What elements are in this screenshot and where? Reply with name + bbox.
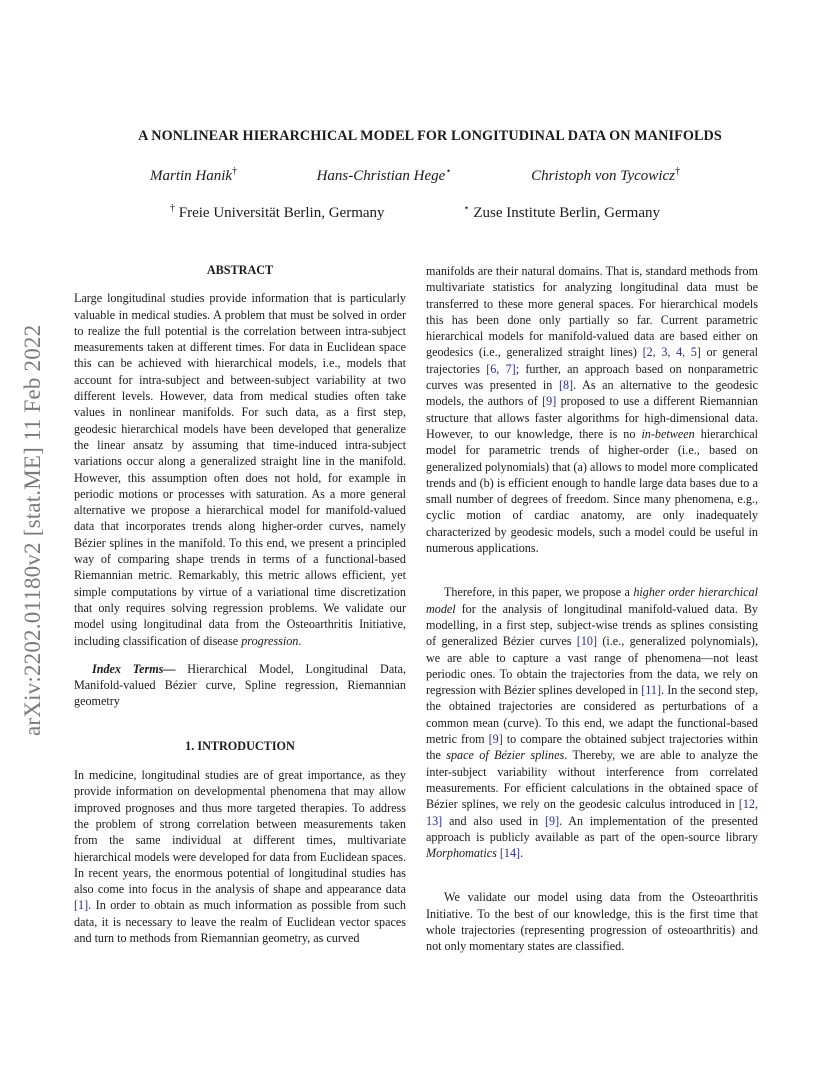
body-paragraph: manifolds are their natural domains. That is, standard methods from multivariate statistics for analyzing longitudinal data must be transferred to these more general spaces. For hierarchical models this has been done only partially so far. Current parametric hierarchical models for manifold-valued data are based either on geodesics (i.e., generalized straight lines) [2, 3, 4, 5] or general trajectories [6, 7]; further, an approach based on nonparametric curves was presented in [8]. As an alternative to the geodesic models, the authors of [9] proposed to use a different Riemannian structure that allows faster algorithms for high-dimensional data. However, to our knowledge, there is no in-between hierarchical model for parametric trends of higher-order (i.e., based on generalized polynomials) that (a) allows to model more complicated trends and (b) is efficient enough to handle large data bases due to a small number of degrees of freedom. Since many phenomena, e.g., cyclic motion of cardiac anatomy, are only inadequately characterized by geodesic models, such a model could be useful in numerous applications. — [426, 264, 759, 556]
citation-link[interactable]: [2, 3, 4, 5] — [642, 345, 701, 360]
citation-link[interactable]: [10] — [576, 634, 598, 649]
affiliation: † Freie Universität Berlin, Germany — [170, 203, 385, 221]
author: Hans-Christian Hege⋆ — [316, 166, 452, 184]
author-list — [150, 168, 680, 185]
affiliation: ⋆ Zuse Institute Berlin, Germany — [463, 203, 660, 221]
abstract-heading: ABSTRACT — [206, 263, 274, 277]
citation-link[interactable]: [9] — [488, 732, 503, 747]
abstract-text: Large longitudinal studies provide information that is particularly valuable in medical studies. A problem that must be solved in order to realize the full potential is the correlation between intra-subject measurements taken at different times. For data in Euclidean space this can be achieved with hierarchical models, i.e., models that account for intra-subject and between-subject variability at two different levels. However, data from medical studies often take values in nonlinear manifolds. For such data, as a first step, geodesic hierarchical models have been developed that generalize the linear ansatz by assuming that time-induced intra-subject variations occur along a generalized straight line in the manifold. However, this assumption often does not hold, for example in periodic motions or processes with saturation. As a more general alternative we propose a hierarchical model for manifold-valued data that incorporates trends along higher-order curves, namely Bézier splines in the manifold. To this end, we present a principled way of comparing shape trends in terms of a functional-based Riemannian metric. Remarkably, this metric allows efficient, yet simple computations by virtue of a variational time discretization that only requires solving regression problems. We validate our model using longitudinal data from the Osteoarthritis Initiative, including classification of disease progression. — [74, 291, 406, 648]
citation-link[interactable]: [11] — [641, 683, 662, 698]
author: Christoph von Tycowicz† — [531, 166, 680, 184]
paper-title: A NONLINEAR HIERARCHICAL MODEL FOR LONGITUDINAL DATA ON MANIFOLDS — [138, 128, 722, 144]
citation-link[interactable]: [8] — [558, 378, 574, 393]
index-terms: Index Terms— Hierarchical Model, Longitudinal Data, Manifold-valued Bézier curve, Spline regression, Riemannian geometry — [74, 661, 407, 709]
citation-link[interactable]: [1] — [74, 898, 89, 913]
right-column — [426, 263, 758, 955]
left-column — [74, 262, 406, 946]
citation-link[interactable]: [12, 13] — [426, 797, 758, 828]
citation-link[interactable]: [9] — [542, 394, 557, 409]
author: Martin Hanik† — [150, 166, 238, 184]
intro-paragraph: In medicine, longitudinal studies are of great importance, as they provide information on developmental phenomena that may allow improved prognoses and thus more targeted therapies. To address the problem of strong correlation between measurements taken from the same individual at different times, multivariate hierarchical models were developed for data from Euclidean spaces. In recent years, the enormous potential of longitudinal studies has also come into focus in the analysis of shape and appearance data [1]. In order to obtain as much information as possible from such data, it is necessary to leave the realm of Euclidean vector spaces and turn to methods from Riemannian geometry, as curved — [74, 768, 406, 945]
citation-link[interactable]: [6, 7] — [486, 361, 516, 376]
section-heading-introduction: 1. INTRODUCTION — [185, 738, 295, 753]
affiliation-list — [170, 205, 660, 222]
citation-link[interactable]: [9] — [544, 813, 560, 828]
body-paragraph: Therefore, in this paper, we propose a higher order hierarchical model for the analysis of longitudinal manifold-valued data. By modelling, in a first step, subject-wise trends as splines consisting of generalized Bézier curves [10] (i.e., generalized polynomials), we are able to capture a vast range of phenomena—not least periodic ones. To obtain the trajectories from the data, we rely on regression with Bézier splines developed in [11]. In the second step, the obtained trajectories are considered as perturbations of a common mean (curve). To this end, we adapt the functional-based metric from [9] to compare the obtained subject trajectories within the space of Bézier splines. Thereby, we are able to analyze the inter-subject variability without interference from correlated measurements. For efficient calculations in the obtained space of Bézier splines, we rely on the geodesic calculus introduced in [12, 13] and also used in [9]. An implementation of the presented approach is publicly available as part of the open-source library Morphomatics [14]. — [426, 585, 759, 861]
body-paragraph: We validate our model using data from the Osteoarthritis Initiative. To the best of our knowledge, this is the first time that whole trajectories (representing progression of osteoarthritis) and not only momentary states are classified. — [426, 890, 758, 954]
citation-link[interactable]: [14] — [499, 846, 521, 861]
arxiv-identifier: arXiv:2202.01180v2 [stat.ME] 11 Feb 2022 — [20, 324, 45, 736]
